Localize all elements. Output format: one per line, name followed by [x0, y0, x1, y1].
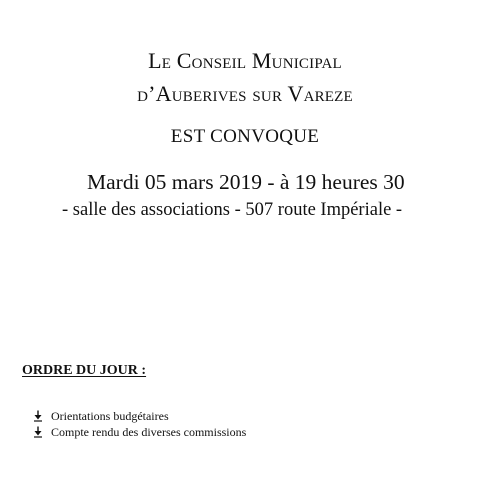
convocation-heading: EST CONVOQUE	[170, 126, 320, 147]
meeting-date: Mardi 05 mars 2019 - à 19 heures 30	[87, 170, 405, 194]
agenda-heading: ORDRE DU JOUR :	[22, 363, 147, 378]
agenda-item	[33, 408, 246, 424]
council-title-line-2: d’Auberives sur Vareze	[137, 81, 353, 106]
meeting-location: - salle des associations - 507 route Impériale -	[62, 200, 403, 220]
down-arrow-icon	[33, 410, 43, 422]
agenda-item	[33, 424, 246, 440]
agenda-item-label: Orientations budgétaires	[51, 408, 169, 423]
council-title-line-1: Le Conseil Municipal	[148, 48, 342, 73]
agenda-item-label: Compte rendu des diverses commissions	[51, 424, 247, 439]
agenda-list	[33, 408, 246, 440]
down-arrow-icon	[33, 426, 43, 438]
